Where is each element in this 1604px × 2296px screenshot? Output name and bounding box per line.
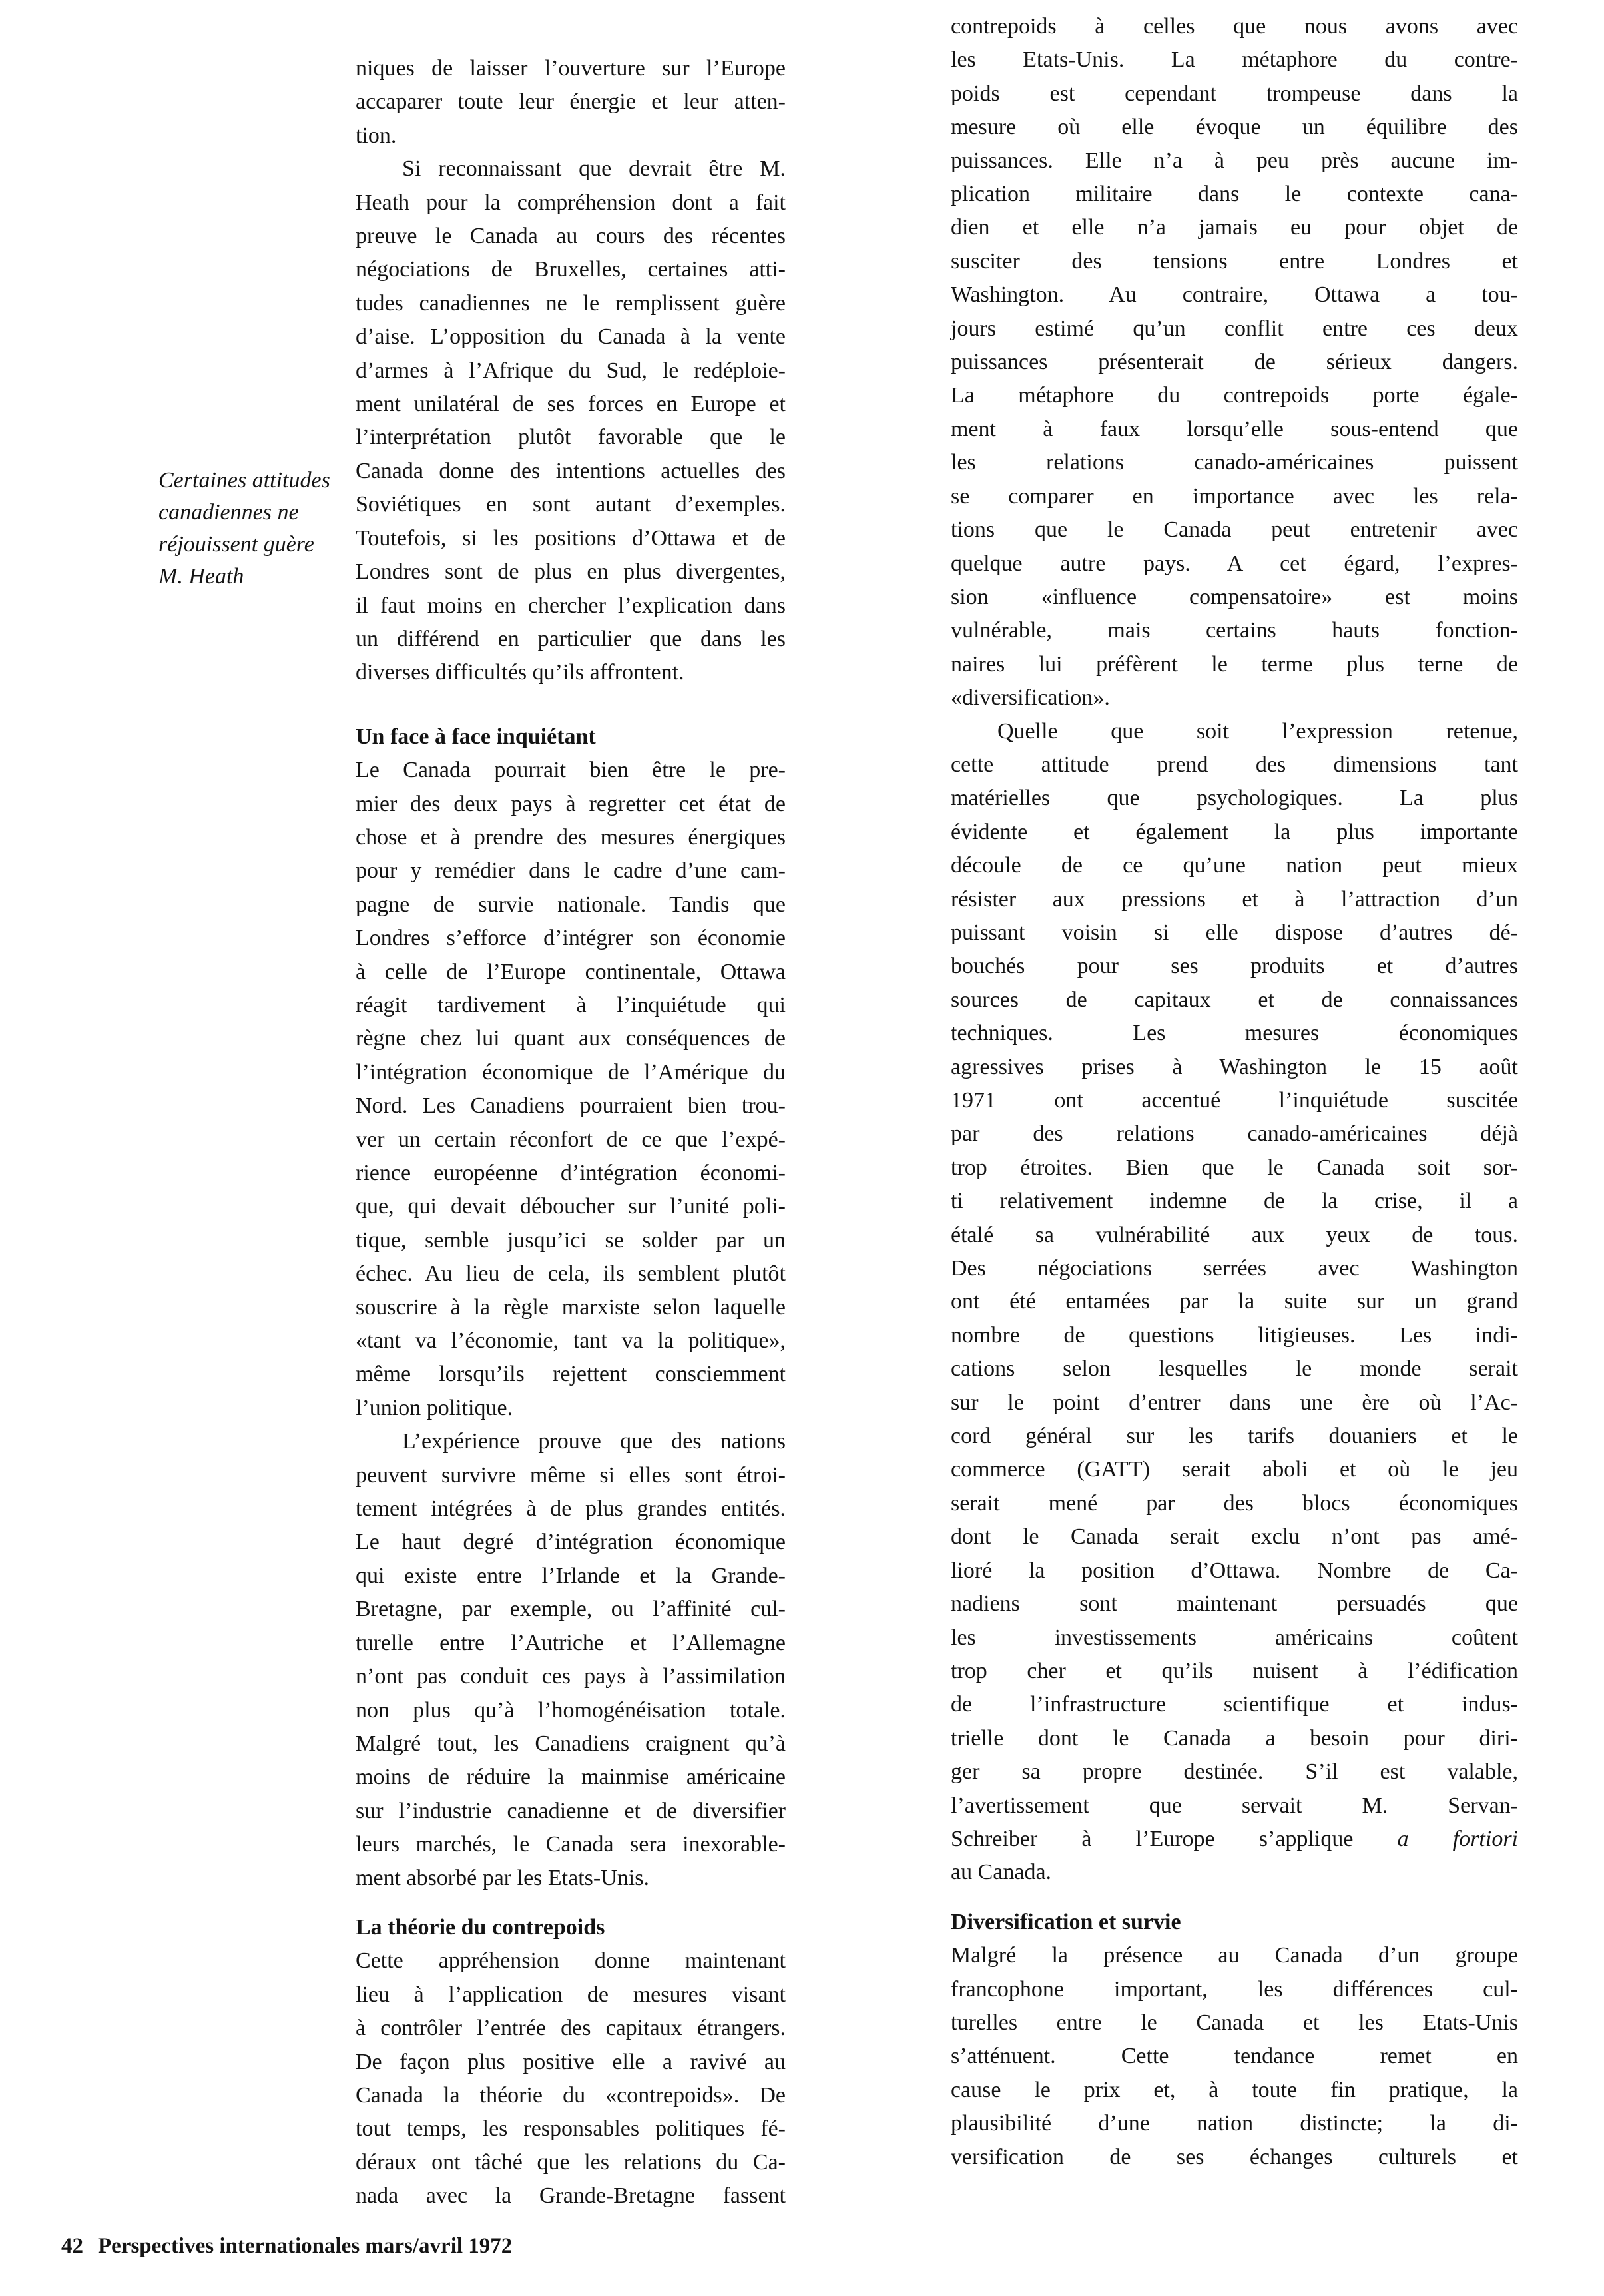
- text-line: puissant voisin si elle dispose d’autres dé-: [951, 920, 1518, 945]
- text-line: d’aise. L’opposition du Canada à la vente: [356, 324, 786, 350]
- text-line: même lorsqu’ils rejettent consciemment: [356, 1362, 786, 1387]
- text-line: ment unilatéral de ses forces en Europe et: [356, 392, 786, 417]
- text-line: nadiens sont maintenant persuadés que: [951, 1591, 1518, 1617]
- text-line: quelque autre pays. A cet égard, l’expres-: [951, 551, 1518, 576]
- text-line: commerce (GATT) serait aboli et où le jeu: [951, 1457, 1518, 1482]
- text-line: Le Canada pourrait bien être le pre-: [356, 758, 786, 783]
- text-line: Bretagne, par exemple, ou l’affinité cul-: [356, 1597, 786, 1622]
- text-line: tions que le Canada peut entretenir avec: [951, 517, 1518, 543]
- text-line: L’expérience prouve que des nations: [402, 1429, 786, 1454]
- text-line: d’armes à l’Afrique du Sud, le redéploie-: [356, 358, 786, 383]
- text-line: tudes canadiennes ne le remplissent guère: [356, 290, 786, 316]
- text-line: preuve le Canada au cours des récentes: [356, 224, 786, 249]
- margin-note-line: M. Heath: [158, 564, 244, 589]
- text-line: Washington. Au contraire, Ottawa a tou-: [951, 282, 1518, 308]
- text-line: l’intégration économique de l’Amérique du: [356, 1059, 786, 1085]
- text-line: rience européenne d’intégration économi-: [356, 1161, 786, 1185]
- text-line: bouchés pour ses produits et d’autres: [951, 954, 1518, 979]
- text-line: niques de laisser l’ouverture sur l’Europe: [356, 56, 786, 81]
- text-column-left: [356, 52, 786, 2213]
- paragraph: [951, 10, 1518, 715]
- margin-note-line: canadiennes ne: [158, 500, 299, 525]
- text-line: résister aux pressions et à l’attraction d’un: [951, 886, 1518, 912]
- text-line: par des relations canado-américaines déjà: [951, 1121, 1518, 1147]
- text-line: pour y remédier dans le cadre d’une cam-: [356, 858, 786, 884]
- text-line: lioré la position d’Ottawa. Nombre de Ca-: [951, 1558, 1518, 1583]
- text-line: dont le Canada serait exclu n’ont pas amé-: [951, 1524, 1518, 1550]
- text-line: évidente et également la plus importante: [951, 819, 1518, 844]
- text-line: poids est cependant trompeuse dans la: [951, 81, 1518, 106]
- text-line: échec. Au lieu de cela, ils semblent plutôt: [356, 1261, 786, 1287]
- text-line: «tant va l’économie, tant va la politique»,: [356, 1328, 786, 1354]
- text-line: contrepoids à celles que nous avons avec: [951, 14, 1518, 39]
- margin-note: [158, 465, 330, 593]
- paragraph: [356, 152, 786, 690]
- paragraph: [951, 1939, 1518, 2174]
- text-line: tique, semble jusqu’ici se solder par un: [356, 1227, 786, 1253]
- text-line: 1971 ont accentué l’inquiétude suscitée: [951, 1088, 1518, 1113]
- paragraph: [356, 1944, 786, 2213]
- text-line: jours estimé qu’un conflit entre ces deux: [951, 316, 1518, 341]
- text-line: non plus qu’à l’homogénéisation totale.: [356, 1697, 786, 1723]
- section-heading: La théorie du contrepoids: [356, 1914, 605, 1940]
- text-line: Malgré la présence au Canada d’un groupe: [951, 1943, 1518, 1968]
- text-line: à contrôler l’entrée des capitaux étrangers.: [356, 2016, 786, 2041]
- text-line: naires lui préfèrent le terme plus terne de: [951, 651, 1518, 677]
- text-line: De façon plus positive elle a ravivé au: [356, 2049, 786, 2074]
- text-line: Malgré tout, les Canadiens craignent qu’à: [356, 1731, 786, 1756]
- text-line: plication militaire dans le contexte cana-: [951, 182, 1518, 207]
- text-line: déraux ont tâché que les relations du Ca-: [356, 2150, 786, 2175]
- text-line: puissances. Elle n’a à peu près aucune im-: [951, 148, 1518, 173]
- text-line: moins de réduire la mainmise américaine: [356, 1765, 786, 1790]
- text-segment: Schreiber à l’Europe s’applique: [951, 1826, 1398, 1851]
- text-line: puissances présenterait de sérieux dangers.: [951, 350, 1518, 375]
- text-line: cause le prix et, à toute fin pratique, la: [951, 2077, 1518, 2102]
- text-line: dien et elle n’a jamais eu pour objet de: [951, 215, 1518, 240]
- text-line: leurs marchés, le Canada sera inexorable-: [356, 1832, 786, 1857]
- text-line: Canada donne des intentions actuelles des: [356, 458, 786, 483]
- text-line: Des négociations serrées avec Washington: [951, 1256, 1518, 1281]
- text-line: réagit tardivement à l’inquiétude qui: [356, 992, 786, 1017]
- text-line: de l’infrastructure scientifique et indus-: [951, 1692, 1518, 1717]
- text-line: Le haut degré d’intégration économique: [356, 1530, 786, 1555]
- text-line: il faut moins en chercher l’explication dans: [356, 593, 786, 618]
- text-line: ti relativement indemne de la crise, il a: [951, 1189, 1518, 1214]
- text-line: techniques. Les mesures économiques: [951, 1021, 1518, 1046]
- text-line: mier des deux pays à regretter cet état de: [356, 791, 786, 816]
- text-line: ont été entamées par la suite sur un grand: [951, 1289, 1518, 1314]
- text-line: les investissements américains coûtent: [951, 1625, 1518, 1650]
- text-line: trielle dont le Canada a besoin pour diri-: [951, 1725, 1518, 1751]
- margin-note-line: Certaines attitudes: [158, 468, 330, 493]
- text-line: les relations canado-américaines puissent: [951, 450, 1518, 475]
- section-heading: Un face à face inquiétant: [356, 724, 596, 749]
- page-number: 42: [61, 2234, 83, 2258]
- paragraph: [356, 52, 786, 152]
- text-line: trop étroites. Bien que le Canada soit sor-: [951, 1155, 1518, 1180]
- section-heading: Diversification et survie: [951, 1909, 1181, 1934]
- text-line: au Canada.: [951, 1860, 1052, 1885]
- text-line: que, qui devait déboucher sur l’unité poli-: [356, 1194, 786, 1219]
- text-line: cations selon lesquelles le monde serait: [951, 1356, 1518, 1382]
- text-line: cord général sur les tarifs douaniers et le: [951, 1424, 1518, 1449]
- text-line: tement intégrées à de plus grandes entités.: [356, 1496, 786, 1522]
- text-line: Toutefois, si les positions d’Ottawa et de: [356, 525, 786, 551]
- text-line: matérielles que psychologiques. La plus: [951, 786, 1518, 811]
- text-line: l’avertissement que servait M. Servan-: [951, 1793, 1518, 1818]
- text-line: diverses difficultés qu’ils affrontent.: [356, 660, 684, 685]
- text-line: La métaphore du contrepoids porte égale-: [951, 383, 1518, 408]
- text-line: [951, 1823, 1518, 1856]
- text-line: serait mené par des blocs économiques: [951, 1490, 1518, 1516]
- text-line: souscrire à la règle marxiste selon laquelle: [356, 1294, 786, 1320]
- text-line: nombre de questions litigieuses. Les indi-: [951, 1322, 1518, 1348]
- text-line: Soviétiques en sont autant d’exemples.: [356, 492, 786, 517]
- text-line: Cette appréhension donne maintenant: [356, 1948, 786, 1974]
- text-line: accaparer toute leur énergie et leur atten-: [356, 89, 786, 115]
- text-line: sources de capitaux et de connaissances: [951, 987, 1518, 1012]
- paragraph: [356, 754, 786, 1425]
- text-line: cette attitude prend des dimensions tant: [951, 752, 1518, 777]
- text-line: ment absorbé par les Etats-Unis.: [356, 1865, 649, 1890]
- text-line: mesure où elle évoque un équilibre des: [951, 115, 1518, 140]
- text-line: n’ont pas conduit ces pays à l’assimilation: [356, 1664, 786, 1689]
- text-line: lieu à l’application de mesures visant: [356, 1982, 786, 2007]
- text-line: l’interprétation plutôt favorable que le: [356, 425, 786, 450]
- text-line: susciter des tensions entre Londres et: [951, 248, 1518, 274]
- text-line: les Etats-Unis. La métaphore du contre-: [951, 47, 1518, 73]
- text-line: nada avec la Grande-Bretagne fassent: [356, 2183, 786, 2209]
- text-line: Canada la théorie du «contrepoids». De: [356, 2082, 786, 2108]
- margin-note-line: réjouissent guère: [158, 532, 314, 557]
- text-line: tion.: [356, 123, 397, 148]
- text-line: l’union politique.: [356, 1395, 513, 1420]
- text-line: Nord. Les Canadiens pourraient bien trou-: [356, 1093, 786, 1119]
- text-line: se comparer en importance avec les rela-: [951, 483, 1518, 509]
- text-line: vulnérable, mais certains hauts fonction-: [951, 618, 1518, 643]
- text-line: peuvent survivre même si elles sont étroi-: [356, 1462, 786, 1488]
- text-line: ver un certain réconfort de ce que l’expé-: [356, 1127, 786, 1152]
- text-line: étalé sa vulnérabilité aux yeux de tous.: [951, 1222, 1518, 1247]
- text-line: Si reconnaissant que devrait être M.: [402, 156, 786, 182]
- text-line: à celle de l’Europe continentale, Ottawa: [356, 959, 786, 984]
- text-line: sur le point d’entrer dans une ère où l’Ac-: [951, 1390, 1518, 1415]
- text-line: ger sa propre destinée. S’il est valable,: [951, 1759, 1518, 1785]
- paragraph: [356, 1425, 786, 1895]
- text-line: sur l’industrie canadienne et de diversifier: [356, 1798, 786, 1823]
- paragraph: [951, 715, 1518, 1890]
- text-line: ment à faux lorsqu’elle sous-entend que: [951, 416, 1518, 441]
- text-line: sion «influence compensatoire» est moins: [951, 584, 1518, 609]
- text-line: versification de ses échanges culturels et: [951, 2144, 1518, 2169]
- text-line: tout temps, les responsables politiques fé-: [356, 2116, 786, 2142]
- text-line: turelles entre le Canada et les Etats-Unis: [951, 2010, 1518, 2035]
- text-line: trop cher et qu’ils nuisent à l’édification: [951, 1658, 1518, 1683]
- text-line: un différend en particulier que dans les: [356, 626, 786, 651]
- text-line: Londres sont de plus en plus divergentes,: [356, 559, 786, 585]
- text-line: Londres s’efforce d’intégrer son économie: [356, 926, 786, 951]
- publication-info: Perspectives internationales mars/avril 1972: [98, 2234, 513, 2258]
- text-line: négociations de Bruxelles, certaines atti-: [356, 257, 786, 282]
- text-line: turelle entre l’Autriche et l’Allemagne: [356, 1630, 786, 1655]
- italic-text: a fortiori: [1397, 1826, 1519, 1851]
- text-line: Heath pour la compréhension dont a fait: [356, 190, 786, 215]
- text-line: plausibilité d’une nation distincte; la di-: [951, 2111, 1518, 2136]
- text-line: règne chez lui quant aux conséquences de: [356, 1026, 786, 1051]
- text-line: Quelle que soit l’expression retenue,: [997, 718, 1518, 744]
- text-line: «diversification».: [951, 685, 1110, 711]
- text-column-right: [951, 10, 1518, 2174]
- text-line: pagne de survie nationale. Tandis que: [356, 892, 786, 917]
- text-line: agressives prises à Washington le 15 août: [951, 1054, 1518, 1079]
- text-line: découle de ce qu’une nation peut mieux: [951, 853, 1518, 878]
- text-line: francophone important, les différences cul-: [951, 1976, 1518, 2002]
- text-line: s’atténuent. Cette tendance remet en: [951, 2044, 1518, 2069]
- page-footer: [61, 2234, 512, 2259]
- text-line: qui existe entre l’Irlande et la Grande-: [356, 1563, 786, 1588]
- text-line: chose et à prendre des mesures énergiques: [356, 824, 786, 850]
